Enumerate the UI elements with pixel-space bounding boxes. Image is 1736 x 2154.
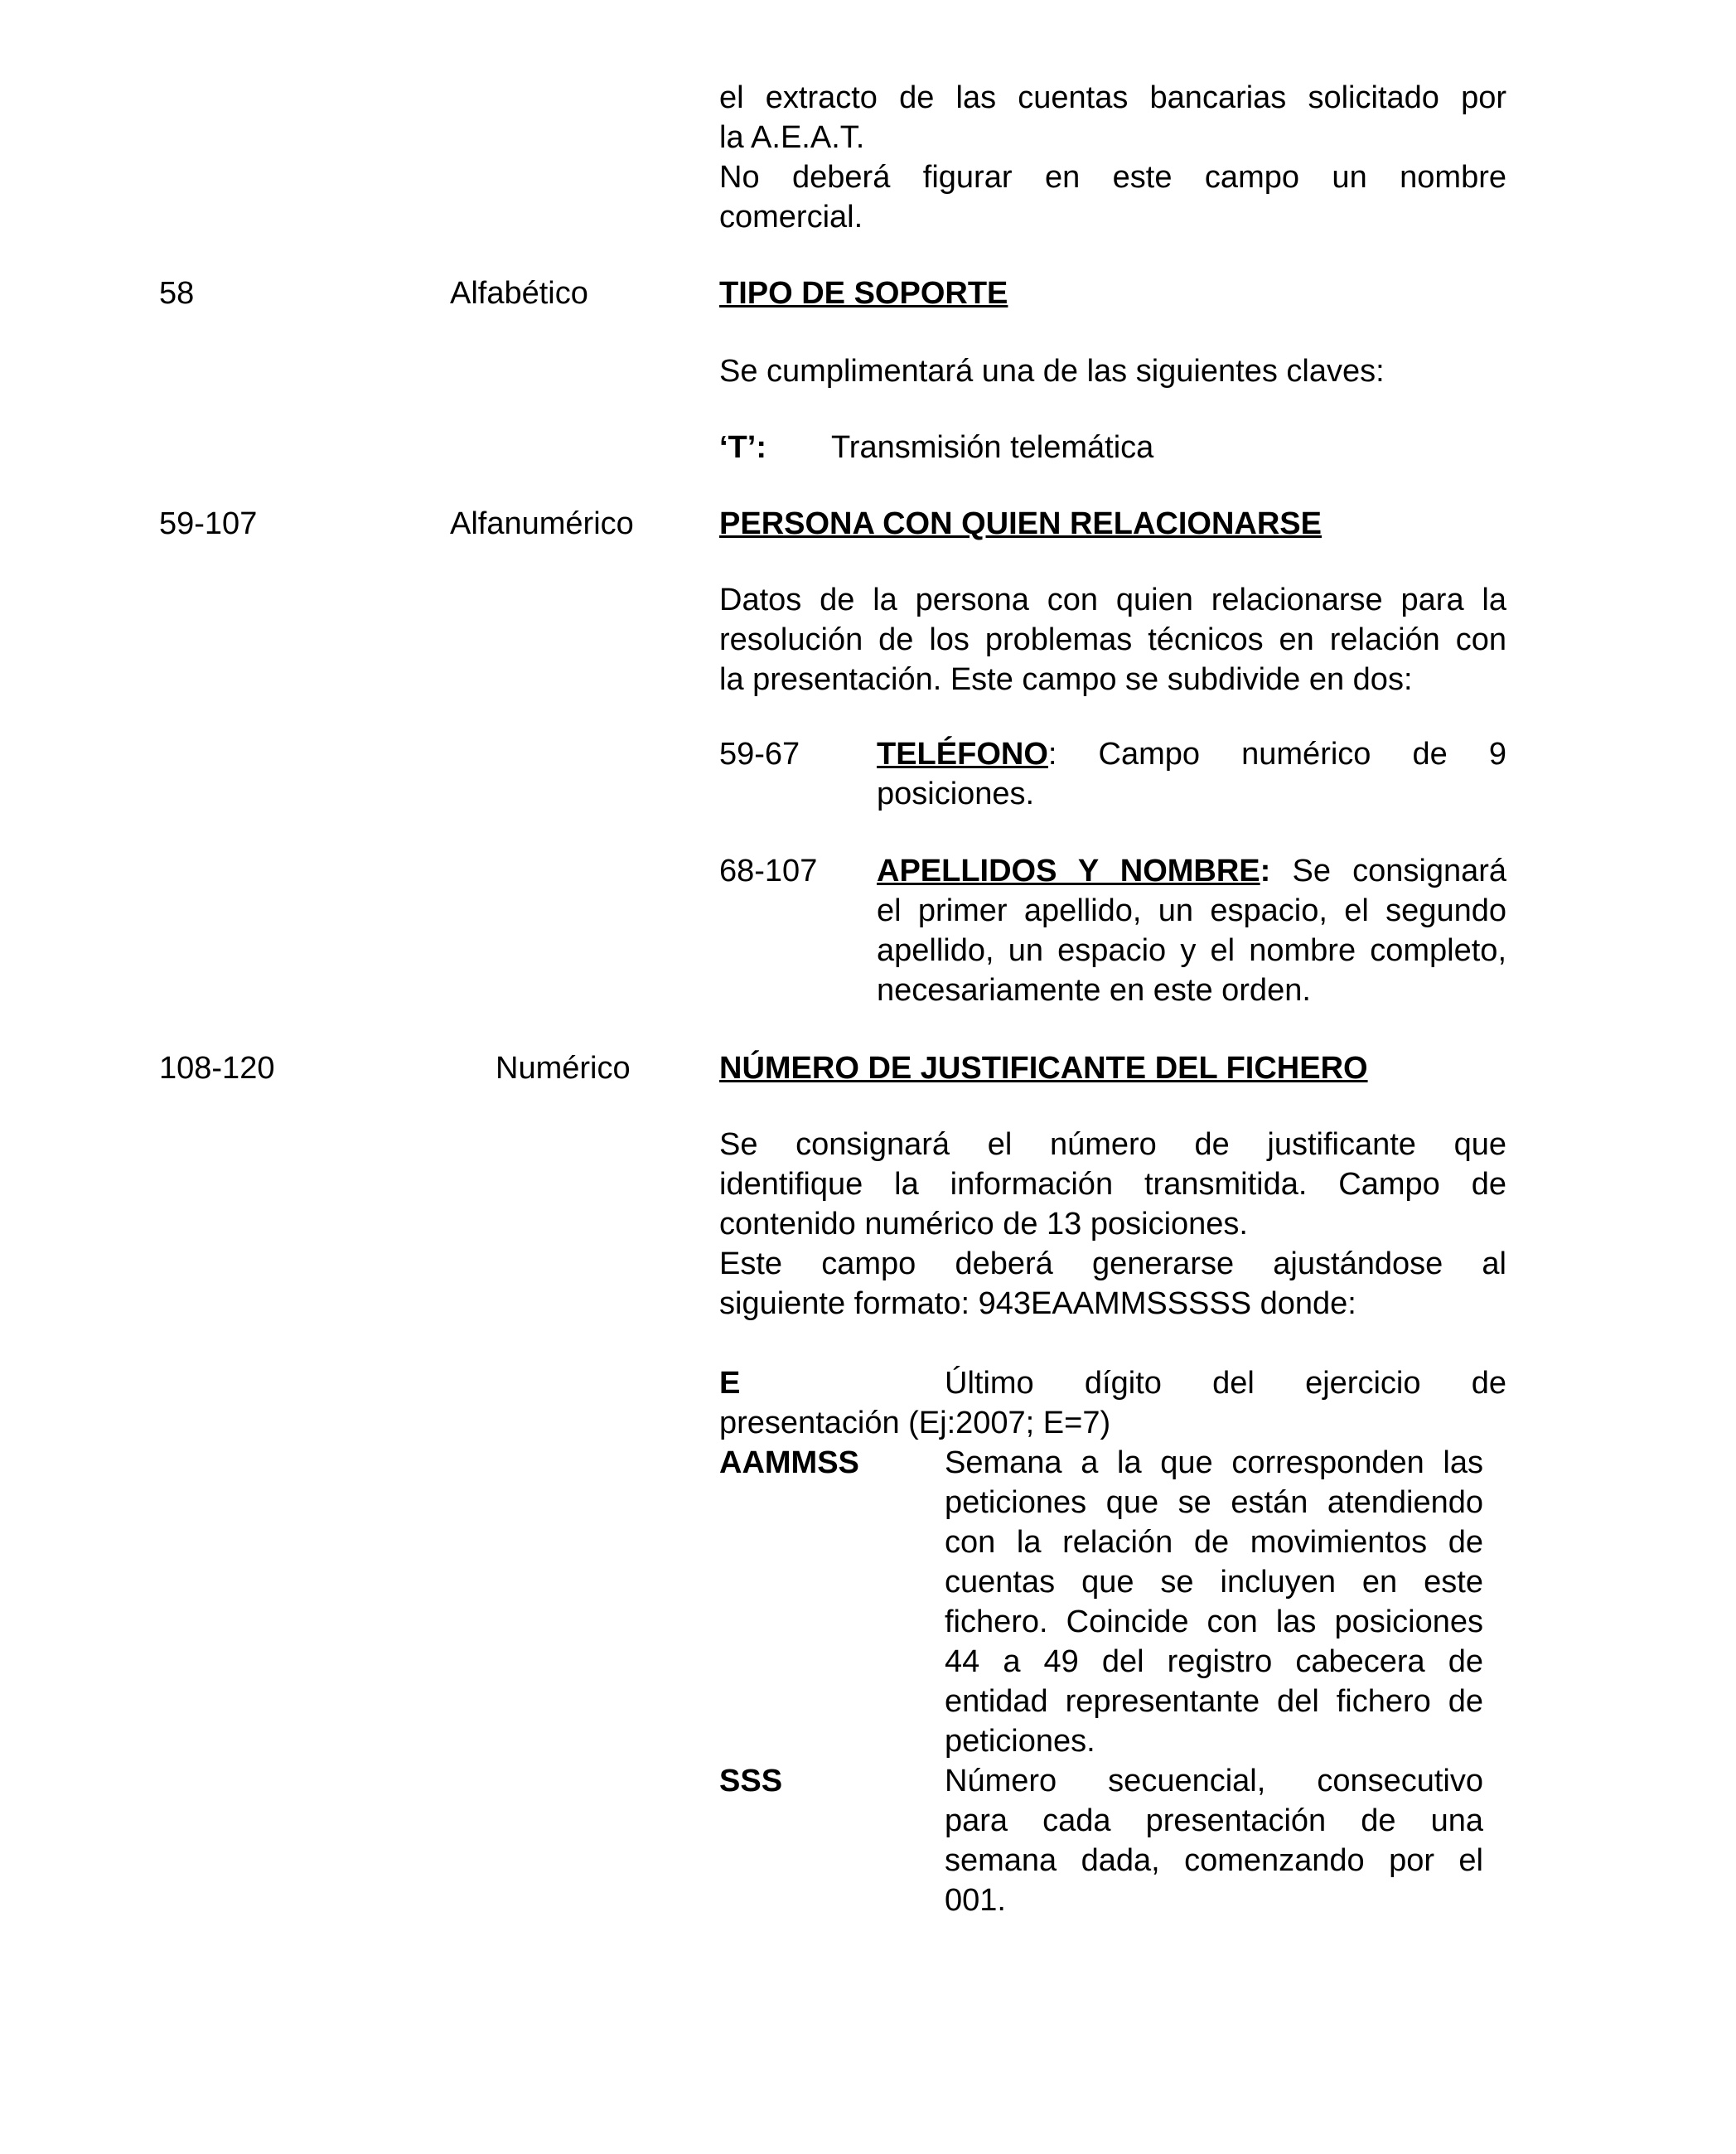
subfield-position: 68-107 <box>719 854 818 888</box>
description-line: identifique la información transmitida. Campo de <box>719 1167 1506 1202</box>
subfield-title: TELÉFONO <box>877 737 1048 772</box>
subfield-line <box>877 734 1506 774</box>
subfield-title: APELLIDOS Y NOMBRE <box>877 854 1260 888</box>
description-line: contenido numérico de 13 posiciones. <box>719 1207 1248 1242</box>
subfield-sep: : <box>1047 737 1057 772</box>
format-code-line: fichero. Coincide con las posiciones <box>945 1605 1483 1639</box>
intro-line: comercial. <box>719 200 863 235</box>
format-code-line: Semana a la que corresponden las <box>945 1445 1483 1480</box>
intro-paragraph <box>719 78 1506 237</box>
key-description: Transmisión telemática <box>831 430 1154 465</box>
field-position: 58 <box>159 276 195 311</box>
subfield-line: apellido, un espacio y el nombre completo, <box>877 933 1506 968</box>
format-code: AAMMSS <box>719 1445 859 1480</box>
subfield-text: Campo numérico de 9 <box>1098 737 1506 772</box>
format-code-line: 44 a 49 del registro cabecera de <box>945 1644 1483 1679</box>
description-line: Datos de la persona con quien relacionarse para la <box>719 583 1506 617</box>
field-position: 108-120 <box>159 1051 275 1086</box>
intro-line: No deberá figurar en este campo un nombre <box>719 160 1506 195</box>
subfield-line <box>877 851 1506 891</box>
format-code-line: Número secuencial, consecutivo <box>945 1764 1483 1798</box>
subfield-line: necesariamente en este orden. <box>877 973 1311 1008</box>
format-code-description <box>945 1761 1483 1920</box>
field-description <box>719 1125 1506 1324</box>
intro-line: el extracto de las cuentas bancarias solicitado por <box>719 80 1506 115</box>
subfield-line: posiciones. <box>877 777 1035 811</box>
description-line: siguiente formato: 943EAAMMSSSSS donde: <box>719 1286 1356 1321</box>
description-line: resolución de los problemas técnicos en relación con <box>719 622 1506 657</box>
description-line: la presentación. Este campo se subdivide en dos: <box>719 662 1413 697</box>
format-code-line: peticiones. <box>945 1724 1095 1759</box>
intro-line: la A.E.A.T. <box>719 120 865 155</box>
subfield-sep: : <box>1260 854 1271 888</box>
field-position: 59-107 <box>159 506 258 541</box>
description-line: Se consignará el número de justificante que <box>719 1127 1506 1162</box>
format-code-text: Último dígito del ejercicio de <box>945 1366 1506 1401</box>
format-code-line: presentación (Ej:2007; E=7) <box>719 1406 1111 1440</box>
field-type: Alfanumérico <box>450 506 634 541</box>
subfield-description <box>877 734 1506 814</box>
description-line: Este campo deberá generarse ajustándose al <box>719 1246 1506 1281</box>
field-title: PERSONA CON QUIEN RELACIONARSE <box>719 506 1322 541</box>
format-code-line: entidad representante del fichero de <box>945 1684 1483 1719</box>
format-code: E <box>719 1366 741 1401</box>
field-type: Alfabético <box>450 276 588 311</box>
field-description: Se cumplimentará una de las siguientes claves: <box>719 354 1385 389</box>
field-description <box>719 580 1506 699</box>
subfield-text: Se consignará <box>1292 854 1507 888</box>
format-code-line: semana dada, comenzando por el <box>945 1843 1483 1878</box>
field-type: Numérico <box>496 1051 631 1086</box>
format-code-line: con la relación de movimientos de <box>945 1525 1483 1560</box>
subfield-description <box>877 851 1506 1010</box>
format-code: SSS <box>719 1764 783 1798</box>
subfield-line: el primer apellido, un espacio, el segundo <box>877 893 1506 928</box>
format-code-description <box>945 1443 1483 1761</box>
field-title: NÚMERO DE JUSTIFICANTE DEL FICHERO <box>719 1051 1368 1086</box>
field-title: TIPO DE SOPORTE <box>719 276 1008 311</box>
format-code-line: para cada presentación de una <box>945 1803 1483 1838</box>
format-code-line <box>945 1363 1506 1403</box>
subfield-position: 59-67 <box>719 737 800 772</box>
format-code-line: peticiones que se están atendiendo <box>945 1485 1483 1520</box>
format-code-line: cuentas que se incluyen en este <box>945 1565 1483 1600</box>
key-code: ‘T’: <box>719 430 766 465</box>
format-code-line: 001. <box>945 1883 1006 1918</box>
